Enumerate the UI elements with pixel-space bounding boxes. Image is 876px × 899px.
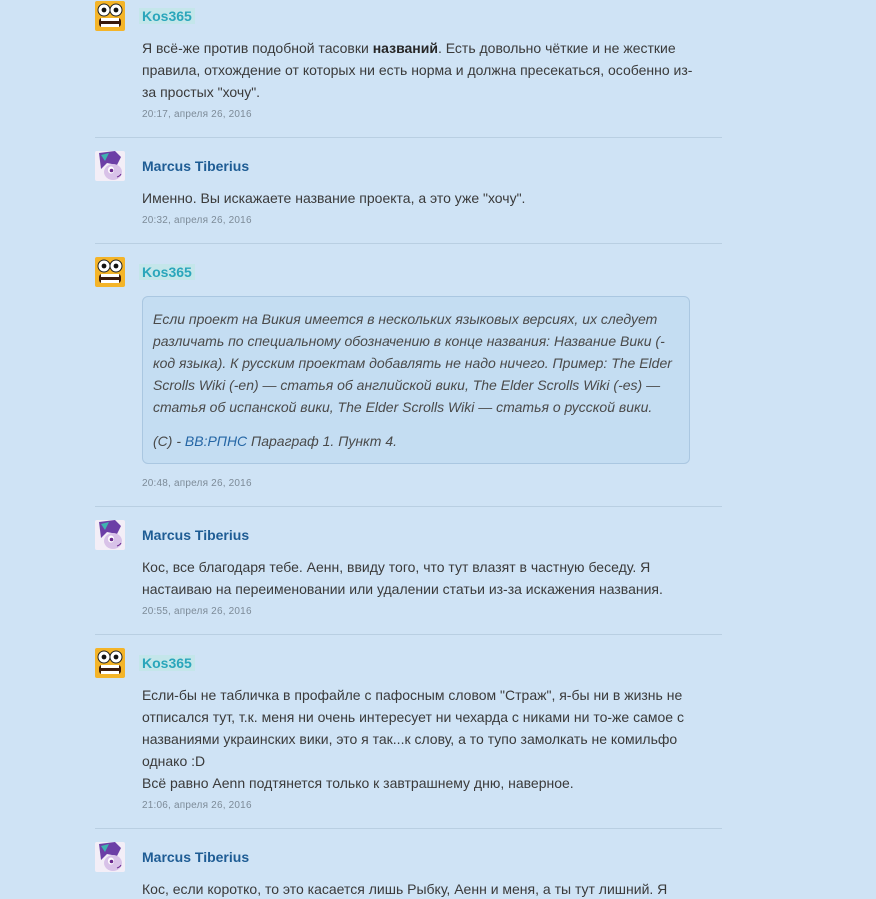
user-avatar[interactable] xyxy=(95,520,125,550)
author-name[interactable]: Marcus Tiberius xyxy=(142,158,250,174)
timestamp[interactable]: 20:48, апреля 26, 2016 xyxy=(142,478,252,489)
message-text: Кос, если коротко, то это касается лишь Рыбку, Аенн и меня, а ты тут лишний. Я xyxy=(142,881,668,897)
timestamp[interactable]: 21:06, апреля 26, 2016 xyxy=(142,800,252,811)
message-post xyxy=(95,257,722,497)
rule-link[interactable]: ВВ:РПНС xyxy=(184,433,248,449)
user-avatar[interactable] xyxy=(95,1,125,31)
message-text: Кос, все благодаря тебе. Аенн, ввиду того, что тут влазят в частную беседу. Я настаиваю на переименовании или удалении статьи из-за искажения названия. xyxy=(142,559,663,597)
jake-avatar-icon xyxy=(95,648,125,678)
pony-avatar-icon xyxy=(95,842,125,872)
message-post xyxy=(95,842,722,899)
user-avatar[interactable] xyxy=(95,257,125,287)
user-avatar[interactable] xyxy=(95,648,125,678)
message-post xyxy=(95,648,722,818)
message-post xyxy=(95,520,722,620)
timestamp[interactable]: 20:55, апреля 26, 2016 xyxy=(142,606,252,617)
message-text xyxy=(142,37,702,103)
message-post xyxy=(95,1,722,126)
post-divider xyxy=(95,243,722,244)
post-divider xyxy=(95,506,722,507)
message-text xyxy=(142,684,702,794)
quote-sign-suffix: Параграф 1. Пункт 4. xyxy=(247,433,398,449)
quote-sign-prefix: (С) - xyxy=(153,433,185,449)
author-name[interactable]: Marcus Tiberius xyxy=(142,849,250,865)
pony-avatar-icon xyxy=(95,151,125,181)
message-text-part: . Есть довольно чёткие и не жесткие правила, отхождение от которых ни есть норма и должна пресекаться, особенно из-за простых "хочу". xyxy=(142,40,693,100)
message-paragraph: Всё равно Aenn подтянется только к завтрашнему дню, наверное. xyxy=(142,775,574,791)
post-divider xyxy=(95,634,722,635)
quote-text: Если проект на Викия имеется в нескольких языковых версиях, их следует различать по специальному обозначению в конце названия: Название Вики (-код языка). К русским проектам добавлять не надо ничего. Пример: The Elder Scrolls Wiki (-en) — статья об английской вики, The Elder Scrolls Wiki (-es) — статья об испанской вики, The Elder Scrolls Wiki — статья о русской вики. xyxy=(153,311,672,415)
jake-avatar-icon xyxy=(95,1,125,31)
author-name[interactable]: Kos365 xyxy=(139,655,195,671)
user-avatar[interactable] xyxy=(95,151,125,181)
jake-avatar-icon xyxy=(95,257,125,287)
post-divider xyxy=(95,828,722,829)
message-paragraph: Если-бы не табличка в профайле с пафосным словом "Страж", я-бы ни в жизнь не отписался тут, т.к. меня ни очень интересует ни чехарда с никами ни то-же самое с названиями украинских вики, это я так...к слову, а то тупо замолкать не комильфо однако :D xyxy=(142,687,684,769)
post-divider xyxy=(95,137,722,138)
message-text-part: Я всё-же против подобной тасовки xyxy=(142,40,373,56)
message-bold-text: названий xyxy=(372,40,438,56)
message-text: Именно. Вы искажаете название проекта, а это уже "хочу". xyxy=(142,190,526,206)
message-post xyxy=(95,151,722,231)
author-name[interactable]: Kos365 xyxy=(139,8,195,24)
author-name[interactable]: Marcus Tiberius xyxy=(142,527,250,543)
author-name[interactable]: Kos365 xyxy=(139,264,195,280)
timestamp[interactable]: 20:17, апреля 26, 2016 xyxy=(142,109,252,120)
quote-block xyxy=(142,296,690,464)
pony-avatar-icon xyxy=(95,520,125,550)
timestamp[interactable]: 20:32, апреля 26, 2016 xyxy=(142,215,252,226)
user-avatar[interactable] xyxy=(95,842,125,872)
quote-signature xyxy=(153,430,679,452)
